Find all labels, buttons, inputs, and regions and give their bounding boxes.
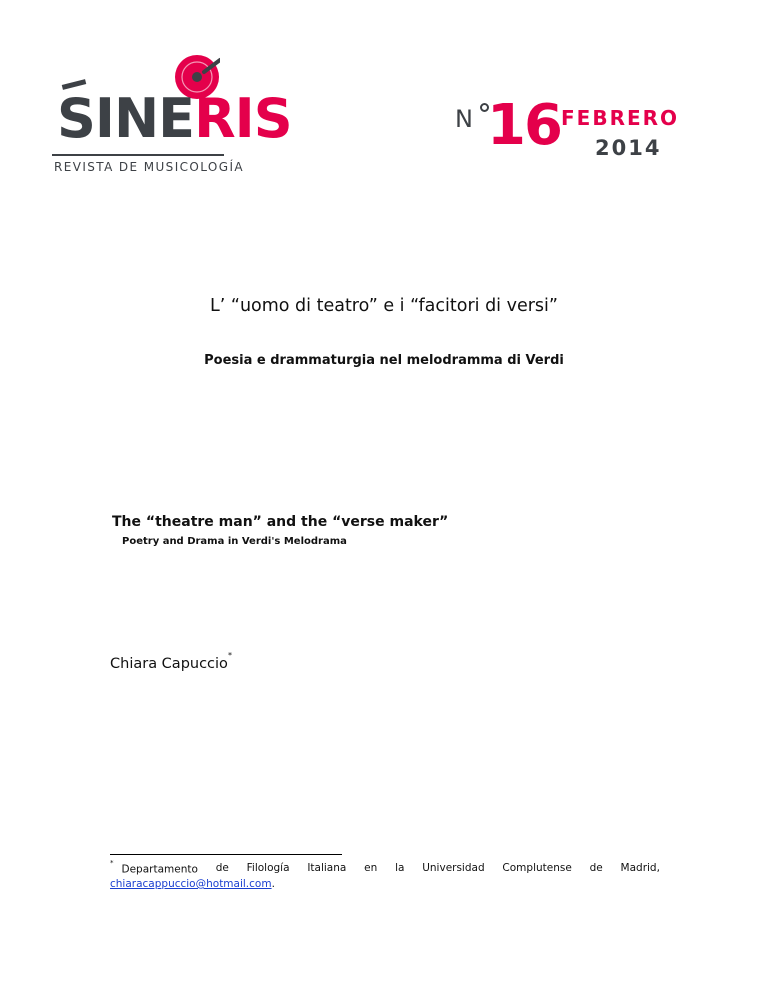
footnote-word: Universidad: [422, 862, 485, 874]
logo-underline: [52, 154, 224, 156]
footnote-separator: [110, 854, 342, 855]
logo-word-part1: SINE: [57, 87, 195, 150]
logo-wordmark: [57, 87, 292, 150]
footnote-affiliation: [110, 859, 660, 876]
author-name: [110, 651, 232, 672]
article-subtitle: Poesia e drammaturgia nel melodramma di Verdi: [204, 353, 564, 368]
article-title: L’ “uomo di teatro” e i “facitori di versi”: [210, 296, 558, 316]
footnote-word: Complutense: [502, 862, 572, 874]
footnote-word: Filología: [246, 862, 290, 874]
issue-label: N: [455, 105, 473, 133]
author-name-text: Chiara Capuccio: [110, 655, 228, 672]
issue-year: 2014: [595, 136, 662, 160]
logo-word-part2: RIS: [194, 87, 292, 150]
issue-number: 16: [487, 93, 561, 158]
footnote-email-suffix: .: [271, 878, 275, 890]
article-subtitle-english: Poetry and Drama in Verdi's Melodrama: [122, 536, 347, 547]
footnote-word: la: [395, 862, 405, 874]
footnote-word: Madrid,: [620, 862, 660, 874]
logo-tagline: REVISTA DE MUSICOLOGÍA: [54, 160, 245, 174]
footnote-word: [110, 859, 198, 876]
footnote-word-text: Departamento: [121, 863, 198, 876]
footnote-email-line: [110, 878, 275, 890]
footnote-word: de: [589, 862, 603, 874]
footnote-word: Italiana: [307, 862, 347, 874]
footnote-word: de: [215, 862, 229, 874]
article-title-english: The “theatre man” and the “verse maker”: [112, 514, 449, 530]
author-footnote-mark[interactable]: *: [227, 651, 232, 660]
footnote-word: en: [364, 862, 378, 874]
issue-block: [455, 93, 680, 170]
author-email-link[interactable]: chiaracappuccio@hotmail.com: [110, 878, 272, 890]
footnote-mark: *: [110, 859, 114, 867]
journal-logo: [52, 46, 292, 176]
issue-month: FEBRERO: [561, 106, 680, 130]
